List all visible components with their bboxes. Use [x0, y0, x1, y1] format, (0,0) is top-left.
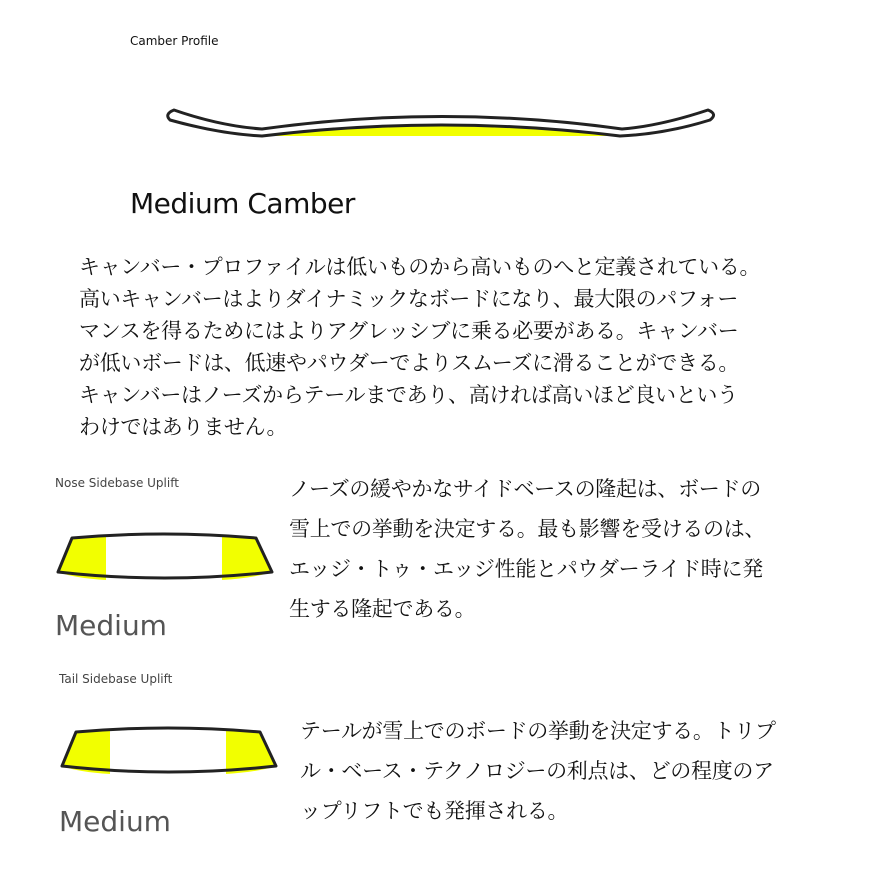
camber-profile-diagram	[160, 100, 725, 145]
nose-description: ノーズの緩やかなサイドベースの隆起は、ボードの 雪上での挙動を決定する。最も影響を受けるのは、 エッジ・トゥ・エッジ性能とパウダーライド時に発 生する隆起である。	[289, 477, 766, 621]
nose-uplift-diagram	[54, 532, 276, 586]
nose-uplift-label: Nose Sidebase Uplift	[55, 476, 179, 490]
tail-rating: Medium	[59, 805, 171, 838]
tail-uplift-diagram	[58, 726, 280, 780]
tail-uplift-label: Tail Sidebase Uplift	[59, 672, 173, 686]
camber-rating: Medium Camber	[130, 187, 355, 220]
camber-description: キャンバー・プロファイルは低いものから高いものへと定義されている。 高いキャンバーはよりダイナミックなボードになり、最大限のパフォー マンスを得るためにはよりアグレッシブに乗る必要がある。キャンバー が低いボードは、低速やパウダーでよりスムーズに滑ることができる。 キャンバーはノーズからテールまであり、高ければ高いほど良いという わけではありません。	[79, 255, 761, 439]
camber-profile-label: Camber Profile	[130, 34, 219, 48]
tail-description: テールが雪上でのボードの挙動を決定する。トリプ ル・ベース・テクノロジーの利点は、どの程度のア ップリフトでも発揮される。	[300, 719, 776, 823]
nose-rating: Medium	[55, 609, 167, 642]
